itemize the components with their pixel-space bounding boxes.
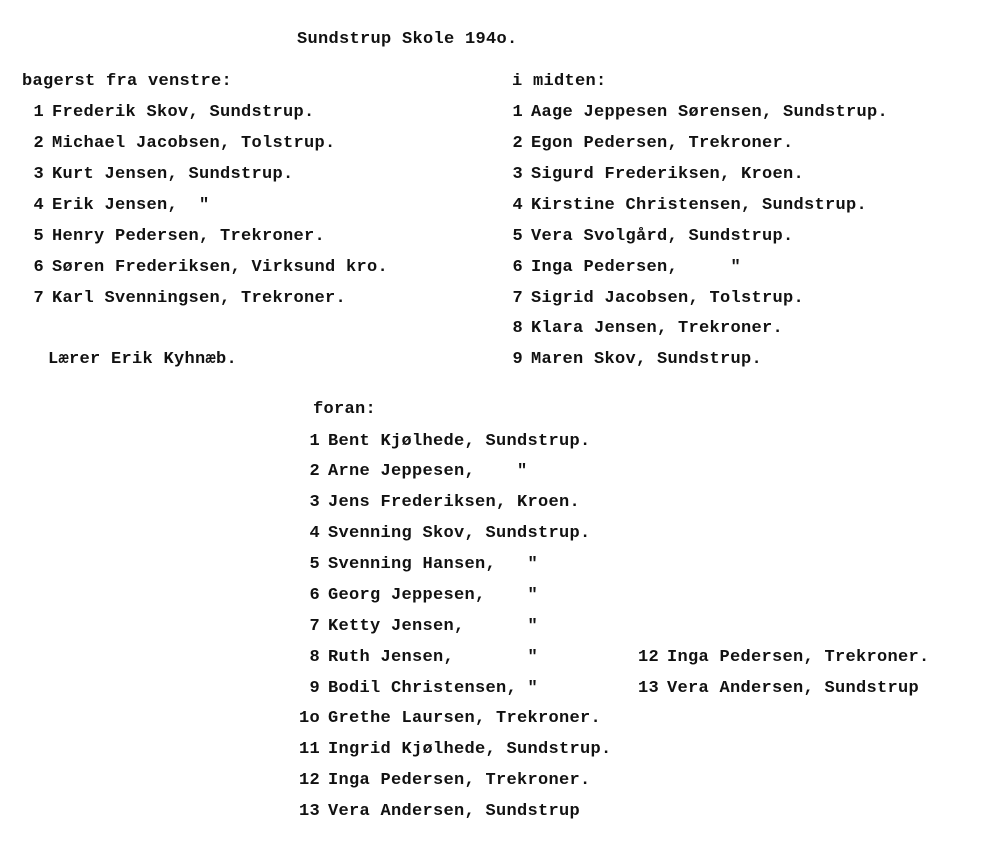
list-item: [298, 709, 601, 729]
list-item: [298, 771, 591, 791]
item-number: 13: [298, 802, 320, 821]
list-item: [298, 802, 580, 822]
item-text: Egon Pedersen, Trekroner.: [531, 134, 794, 153]
item-number: 5: [512, 227, 523, 246]
item-number: 11: [298, 740, 320, 759]
list-item: [298, 555, 538, 575]
list-item: [298, 524, 591, 544]
item-number: 9: [309, 679, 320, 698]
item-text: Michael Jacobsen, Tolstrup.: [52, 134, 336, 153]
item-number: 6: [33, 258, 44, 277]
list-item: [637, 648, 930, 668]
item-text: Vera Andersen, Sundstrup: [667, 679, 920, 698]
item-text: Jens Frederiksen, Kroen.: [328, 493, 581, 512]
item-number: 12: [637, 648, 659, 667]
item-text: Sigurd Frederiksen, Kroen.: [531, 165, 805, 184]
list-item: [298, 462, 528, 482]
item-text: Bent Kjølhede, Sundstrup.: [328, 432, 591, 451]
item-text: Inga Pedersen, Trekroner.: [667, 648, 930, 667]
item-text: Sigrid Jacobsen, Tolstrup.: [531, 289, 805, 308]
item-text: Maren Skov, Sundstrup.: [531, 350, 763, 369]
list-item: [505, 227, 794, 247]
item-text: Karl Svenningsen, Trekroner.: [52, 289, 347, 308]
item-text: Inga Pedersen, Trekroner.: [328, 771, 591, 790]
item-text: Arne Jeppesen, ": [328, 462, 528, 481]
item-text: Georg Jeppesen, ": [328, 586, 539, 605]
middle-column-heading: i midten:: [512, 72, 607, 91]
item-number: 2: [309, 462, 320, 481]
list-item: [505, 165, 804, 185]
list-item: [637, 679, 919, 699]
item-text: Aage Jeppesen Sørensen, Sundstrup.: [531, 103, 889, 122]
left-column-heading: bagerst fra venstre:: [22, 72, 233, 91]
item-number: 4: [33, 196, 44, 215]
list-item: [298, 617, 538, 637]
item-number: 4: [309, 524, 320, 543]
item-number: 6: [512, 258, 523, 277]
item-number: 9: [512, 350, 523, 369]
item-number: 13: [637, 679, 659, 698]
list-item: [505, 103, 888, 123]
list-item: [505, 289, 804, 309]
list-item: [298, 740, 612, 760]
item-number: 6: [309, 586, 320, 605]
list-item: [298, 493, 580, 513]
list-item: [505, 350, 762, 370]
front-row-heading: foran:: [313, 400, 377, 419]
list-item: [298, 586, 538, 606]
item-number: 7: [33, 289, 44, 308]
list-item: [505, 258, 741, 278]
list-item: [505, 319, 783, 339]
item-text: Klara Jensen, Trekroner.: [531, 319, 784, 338]
item-text: Erik Jensen, ": [52, 196, 210, 215]
item-number: 4: [512, 196, 523, 215]
list-item: [28, 258, 388, 278]
item-text: Søren Frederiksen, Virksund kro.: [52, 258, 389, 277]
item-number: 8: [309, 648, 320, 667]
item-text: Bodil Christensen, ": [328, 679, 539, 698]
item-text: Ketty Jensen, ": [328, 617, 539, 636]
item-number: 1: [512, 103, 523, 122]
item-number: 1: [33, 103, 44, 122]
item-text: Frederik Skov, Sundstrup.: [52, 103, 315, 122]
list-item: [28, 165, 294, 185]
list-item: [28, 196, 210, 216]
list-item: [28, 227, 325, 247]
item-number: 5: [33, 227, 44, 246]
list-item: [298, 648, 538, 668]
list-item: [298, 432, 591, 452]
item-number: 1o: [298, 709, 320, 728]
item-text: Henry Pedersen, Trekroner.: [52, 227, 326, 246]
item-number: 7: [309, 617, 320, 636]
teacher-line: Lærer Erik Kyhnæb.: [48, 350, 238, 369]
item-number: 8: [512, 319, 523, 338]
item-number: 2: [33, 134, 44, 153]
page-title: Sundstrup Skole 194o.: [297, 30, 518, 49]
list-item: [505, 196, 867, 216]
item-number: 5: [309, 555, 320, 574]
list-item: [28, 289, 346, 309]
item-text: Grethe Laursen, Trekroner.: [328, 709, 602, 728]
item-number: 1: [309, 432, 320, 451]
item-text: Svenning Hansen, ": [328, 555, 539, 574]
item-text: Inga Pedersen, ": [531, 258, 742, 277]
item-text: Svenning Skov, Sundstrup.: [328, 524, 591, 543]
item-text: Kirstine Christensen, Sundstrup.: [531, 196, 868, 215]
item-text: Kurt Jensen, Sundstrup.: [52, 165, 294, 184]
item-number: 3: [512, 165, 523, 184]
item-number: 2: [512, 134, 523, 153]
item-text: Vera Svolgård, Sundstrup.: [531, 227, 794, 246]
item-number: 3: [33, 165, 44, 184]
list-item: [28, 134, 336, 154]
list-item: [298, 679, 538, 699]
item-number: 12: [298, 771, 320, 790]
list-item: [505, 134, 794, 154]
item-text: Ingrid Kjølhede, Sundstrup.: [328, 740, 612, 759]
item-text: Vera Andersen, Sundstrup: [328, 802, 581, 821]
list-item: [28, 103, 315, 123]
item-number: 3: [309, 493, 320, 512]
item-text: Ruth Jensen, ": [328, 648, 539, 667]
item-number: 7: [512, 289, 523, 308]
